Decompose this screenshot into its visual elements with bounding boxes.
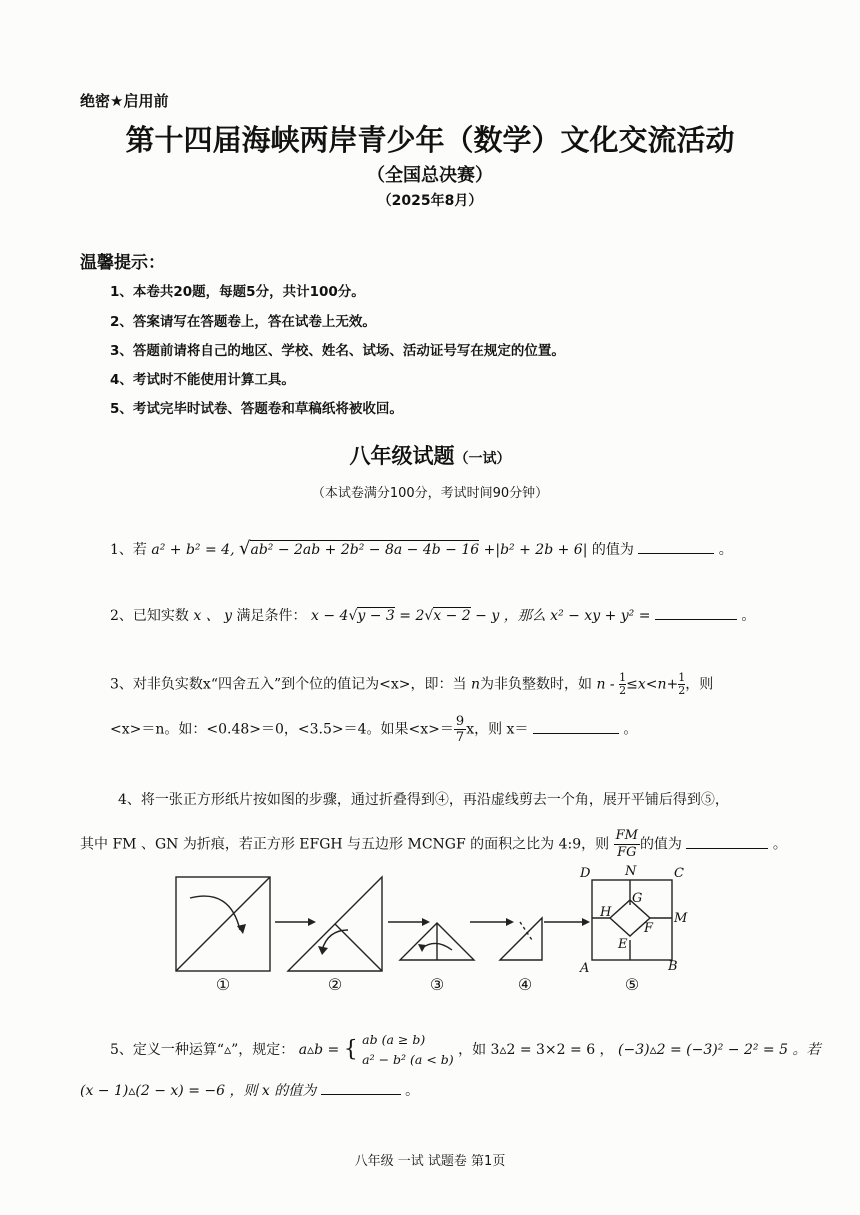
step-5-label: ⑤ [624, 975, 640, 992]
page-title: 第十四届海峡两岸青少年（数学）文化交流活动 [125, 123, 735, 157]
point-G: G [632, 891, 643, 906]
q5-cases [362, 1030, 454, 1070]
tips-heading: 温馨提示： [80, 253, 165, 273]
tip-item: 4、考试时不能使用计算工具。 [110, 372, 295, 388]
q5-line2: (x − 1)▵(2 − x) = −6 ，则 x 的值为 [80, 1083, 317, 1099]
q2-end: 。 [741, 608, 756, 624]
q3-half-fraction: $\frac{1}{2}$ [678, 671, 686, 697]
question-3-line-1 [110, 672, 713, 697]
point-H: H [600, 905, 612, 920]
q1-number: 1、若 [110, 542, 147, 558]
q2-sqrt-2: x − 2 [433, 608, 471, 624]
exam-title-main: 八年级试题 [349, 444, 455, 468]
confidential-label: 绝密★启用前 [80, 92, 169, 110]
step-1-label: ① [215, 975, 231, 992]
q4-end: 。 [772, 836, 787, 853]
question-4-line-1: 4、将一张正方形纸片按如图的步骤，通过折叠得到④，再沿虚线剪去一个角，展开平铺后得到⑤， [118, 792, 729, 808]
q2-number: 2、已知实数 [110, 608, 189, 624]
sqrt-sign: √ [424, 608, 434, 624]
exam-date: （2025年8月） [377, 193, 483, 209]
q4-fraction: $\frac{FM}{FG}$ [615, 828, 638, 860]
q5-end: 。 [405, 1083, 420, 1099]
question-2 [110, 605, 755, 625]
point-N: N [625, 864, 637, 879]
q5-lhs: a▵b = [298, 1042, 340, 1058]
q3-answer-blank[interactable] [533, 733, 619, 734]
q3-text-f: ≤x<n+ [626, 676, 679, 693]
q4-line2-b: 的值为 [639, 836, 682, 853]
q2-vars: x 、 y [193, 608, 233, 624]
abs-bar-right: | [582, 542, 588, 558]
point-M: M [674, 911, 688, 926]
q1-abs-body: b² + 2b + 6 [500, 542, 583, 558]
q1-end: 。 [718, 542, 733, 558]
question-5-line-2 [80, 1080, 419, 1100]
q1-answer-blank[interactable] [638, 553, 714, 554]
q3-var-n: n [470, 676, 480, 693]
point-A: A [580, 961, 590, 976]
page-footer: 八年级 一试 试题卷 第1页 [354, 1154, 506, 1169]
brace: { [343, 1037, 358, 1062]
step1-fold-arrow [190, 896, 240, 930]
q2-target: x² − xy + y² = [550, 608, 651, 624]
abs-bar-left: +| [483, 542, 501, 558]
step-2-label: ② [327, 975, 343, 992]
question-1 [110, 538, 733, 559]
q5-text-a: 5、定义一种运算“▵”，规定： [110, 1042, 295, 1058]
step1-diagonal [176, 877, 270, 971]
point-D: D [580, 866, 591, 881]
step-4-label: ④ [517, 975, 533, 992]
q1-sqrt-body: ab² − 2ab + 2b² − 8a − 4b − 16 [250, 542, 480, 558]
exam-title-suffix: （一试） [454, 451, 511, 467]
q2-eq-mid: = 2 [399, 608, 425, 624]
q3-half-fraction: $\frac{1}{2}$ [619, 671, 627, 697]
question-4-line-2 [80, 828, 787, 861]
q5-case-1: ab (a ≥ b) [362, 1032, 426, 1047]
q2-mid: 满足条件： [236, 608, 307, 624]
q3-line2-a: <x>＝n。如：<0.48>＝0，<3.5>＝4。如果<x>＝ [110, 721, 454, 738]
question-3-line-2 [110, 714, 637, 745]
question-5-line-1 [110, 1030, 820, 1070]
q3-line2-b: x，则 x＝ [466, 721, 529, 738]
step-labels [216, 975, 639, 992]
sqrt-sign: √ [238, 538, 251, 559]
q1-condition: a² + b² = 4, [151, 542, 235, 558]
exam-title [0, 440, 860, 470]
tip-item: 3、答题前请将自己的地区、学校、姓名、试场、活动证号写在规定的位置。 [110, 343, 565, 359]
q3-text-e: n - [596, 676, 615, 693]
q4-answer-blank[interactable] [686, 848, 768, 849]
point-E: E [618, 937, 628, 952]
point-F: F [644, 921, 654, 936]
q3-text-a: 3、对非负实数 [110, 676, 203, 693]
q5-answer-blank[interactable] [321, 1094, 401, 1095]
q2-answer-blank[interactable] [655, 619, 737, 620]
q5-case-2: a² − b² (a < b) [362, 1052, 454, 1067]
q4-line2-a: 其中 FM 、GN 为折痕，若正方形 EFGH 与五边形 MCNGF 的面积之比为 4:9，则 [80, 836, 610, 853]
q2-eq-left: x − 4 [311, 608, 349, 624]
q3-text-b: x“四舍五入”到个位的值记为<x>，即：当 [202, 676, 467, 693]
exam-note: （本试卷满分100分，考试时间90分钟） [311, 486, 549, 501]
q5-example-2: (−3)▵2 = (−3)² − 2² = 5 。若 [618, 1042, 821, 1058]
q3-end: 。 [623, 721, 638, 738]
point-C: C [674, 866, 684, 881]
point-B: B [668, 959, 678, 974]
q3-text-d: 为非负整数时，如 [479, 676, 592, 693]
tip-item: 5、考试完毕时试卷、答题卷和草稿纸将被收回。 [110, 401, 403, 417]
q1-tail: 的值为 [591, 542, 634, 558]
tip-item: 2、答案请写在答题卷上，答在试卷上无效。 [110, 314, 376, 330]
q5-example-1: ，如 3▵2 = 3×2 = 6 ， [458, 1042, 614, 1058]
q2-sqrt-1: y − 3 [357, 608, 395, 624]
folding-diagram [160, 860, 720, 992]
sqrt-sign: √ [348, 608, 358, 624]
q2-eq-right: − y ，那么 [475, 608, 546, 624]
tip-item: 1、本卷共20题，每题5分，共计100分。 [110, 284, 365, 300]
q3-fraction: $\frac{9}{7}$ [455, 714, 465, 745]
step-3-label: ③ [429, 975, 445, 992]
q3-text-g: ，则 [685, 676, 714, 693]
page-subtitle: （全国总决赛） [367, 165, 493, 186]
